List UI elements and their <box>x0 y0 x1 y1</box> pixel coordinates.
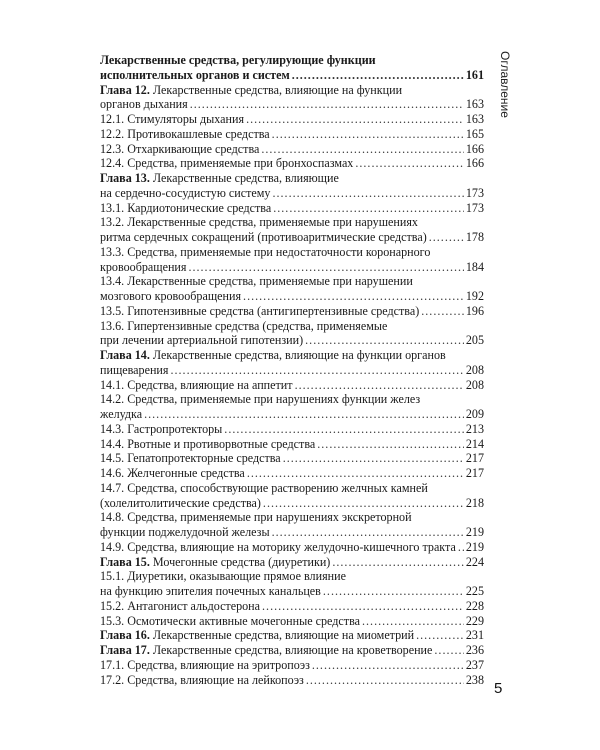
toc-entry-title <box>100 407 142 422</box>
toc-entry-title <box>100 555 330 570</box>
toc-entry <box>100 260 484 275</box>
toc-page-number: 184 <box>465 259 484 274</box>
dot-leader <box>429 230 464 245</box>
toc-entry-title <box>100 451 281 466</box>
dot-leader <box>306 673 464 688</box>
toc-entry-title <box>100 466 245 481</box>
toc-entry <box>100 142 484 157</box>
toc-entry-title <box>100 628 414 643</box>
toc-entry-title <box>100 289 241 304</box>
toc-entry <box>100 584 484 599</box>
toc-entry <box>100 230 484 245</box>
toc-entry-title <box>100 333 303 348</box>
toc-entry <box>100 407 484 422</box>
toc-entry-text: 17.2. Средства, влияющие на лейкопоэз <box>100 672 304 687</box>
toc-entry-title <box>100 496 261 511</box>
toc-entry-text: 14.4. Рвотные и противорвотные средства <box>100 436 316 451</box>
toc-entry-text: Лекарственные средства, влияющие <box>149 171 339 185</box>
dot-leader <box>295 378 464 393</box>
toc-entry-text: 14.2. Средства, применяемые при нарушениях функции желез <box>100 392 421 407</box>
toc-page-number: 219 <box>465 525 484 539</box>
toc-entry-text: Лекарственные средства, влияющие на функции органов <box>149 348 446 362</box>
toc-entry <box>100 112 484 127</box>
toc-entry-text: 14.3. Гастропротекторы <box>100 421 223 436</box>
toc-entry-continuation <box>100 215 484 230</box>
toc-entry <box>100 127 484 142</box>
dot-leader <box>247 466 464 481</box>
toc-entry-continuation <box>100 171 484 186</box>
toc-entry-title <box>100 599 260 614</box>
toc-entry-text: 14.5. Гепатопротекторные средства <box>100 451 281 466</box>
running-header <box>500 51 516 131</box>
dot-leader <box>416 628 464 643</box>
toc-entry-text: желудка <box>100 407 143 421</box>
chapter-label: Глава 13. <box>100 171 150 185</box>
toc-entry-text: 12.3. Отхаркивающие средства <box>100 141 260 156</box>
toc-entry-title <box>100 186 270 201</box>
toc-page-number: 236 <box>465 643 484 657</box>
toc-entry-continuation <box>100 319 484 334</box>
dot-leader <box>170 363 463 378</box>
toc-page-number: 165 <box>465 126 484 141</box>
toc-page-number: 229 <box>465 613 484 628</box>
toc-entry-text: (холелитолитические средства) <box>100 495 261 510</box>
toc-entry-title <box>100 525 270 540</box>
toc-page-number: 208 <box>465 377 484 392</box>
toc-page-number: 173 <box>465 200 484 215</box>
dot-leader <box>305 333 464 348</box>
toc-entry-title <box>100 112 244 127</box>
toc-entry <box>100 628 484 643</box>
toc-entry-title <box>100 510 412 524</box>
toc-entry-title <box>100 201 271 216</box>
toc-entry-title <box>100 83 402 97</box>
toc-entry <box>100 614 484 629</box>
toc-entry <box>100 496 484 511</box>
toc-page-number: 166 <box>465 156 484 171</box>
dot-leader <box>263 496 464 511</box>
toc-page-number: 218 <box>465 495 484 510</box>
toc-entry <box>100 186 484 201</box>
page-number: 5 <box>494 680 503 697</box>
toc-entry <box>100 304 484 319</box>
toc-entry-text: функции поджелудочной железы <box>100 525 270 539</box>
toc-entry-text: Мочегонные средства (диуретики) <box>149 554 331 569</box>
toc-page-number: 228 <box>465 598 484 613</box>
toc-entry-title <box>100 392 420 406</box>
toc-entry-text: исполнительных органов и систем <box>100 67 290 82</box>
toc-page-number: 217 <box>465 466 484 480</box>
toc-entry-title <box>100 171 339 185</box>
toc-entry-text: пищеварения <box>100 362 169 377</box>
toc-page-number: 238 <box>465 672 484 687</box>
toc-entry-title <box>100 53 376 67</box>
dot-leader <box>323 584 464 599</box>
dot-leader <box>332 555 464 570</box>
running-header-text: Оглавление <box>498 51 512 118</box>
toc-page-number: 217 <box>465 451 484 466</box>
dot-leader <box>272 127 464 142</box>
toc-entry-text: 14.9. Средства, влияющие на моторику желудочно-кишечного тракта <box>100 539 456 554</box>
toc-entry-continuation <box>100 481 484 496</box>
toc-entry-text: 12.4. Средства, применяемые при бронхоспазмах <box>100 156 354 171</box>
toc-entry-continuation <box>100 83 484 98</box>
chapter-label: Глава 17. <box>100 643 150 657</box>
chapter-label: Глава 12. <box>100 82 150 97</box>
toc-entry-continuation <box>100 53 484 68</box>
toc-entry-text: кровообращения <box>100 259 187 274</box>
toc-entry-title <box>100 437 315 452</box>
dot-leader <box>283 451 464 466</box>
toc-entry-text: на сердечно-сосудистую систему <box>100 185 271 200</box>
toc-entry <box>100 333 484 348</box>
toc-entry <box>100 68 484 83</box>
dot-leader <box>312 658 464 673</box>
toc-entry-title <box>100 584 321 599</box>
toc-entry-text: 13.2. Лекарственные средства, применяемые при нарушениях <box>100 215 418 230</box>
toc-entry-text: органов дыхания <box>100 97 188 112</box>
toc-page-number: 214 <box>465 436 484 451</box>
dot-leader <box>273 201 464 216</box>
dot-leader <box>224 422 464 437</box>
toc-entry <box>100 466 484 481</box>
toc-entry-text: 13.1. Кардиотонические средства <box>100 200 272 215</box>
table-of-contents <box>100 53 484 687</box>
toc-page-number: 237 <box>465 657 484 672</box>
toc-entry-title <box>100 304 419 319</box>
dot-leader <box>190 97 464 112</box>
toc-entry <box>100 437 484 452</box>
toc-entry-title <box>100 348 446 362</box>
toc-entry-text: Лекарственные средства, влияющие на миометрий <box>149 628 415 643</box>
toc-page-number: 163 <box>465 112 484 126</box>
toc-entry-text: при лечении артериальной гипотензии) <box>100 333 304 348</box>
toc-page-number: 161 <box>465 67 484 82</box>
toc-entry-continuation <box>100 274 484 289</box>
toc-page-number: 205 <box>465 333 484 348</box>
toc-entry-continuation <box>100 348 484 363</box>
toc-entry-text: 13.4. Лекарственные средства, применяемые при нарушении <box>100 274 413 289</box>
toc-entry-text: 14.6. Желчегонные средства <box>100 466 245 480</box>
toc-page-number: 208 <box>465 362 484 377</box>
dot-leader <box>262 599 464 614</box>
toc-entry-text: 13.6. Гипертензивные средства (средства, применяемые <box>100 318 388 333</box>
dot-leader <box>434 643 463 658</box>
dot-leader <box>261 142 464 157</box>
toc-entry-title <box>100 614 360 629</box>
toc-entry-title <box>100 68 290 83</box>
dot-leader <box>362 614 464 629</box>
toc-page-number: 173 <box>465 185 484 200</box>
dot-leader <box>188 260 463 275</box>
toc-entry-title <box>100 540 456 555</box>
toc-entry-title <box>100 260 186 275</box>
toc-entry-text: мозгового кровообращения <box>100 289 242 303</box>
chapter-label: Глава 15. <box>100 554 150 569</box>
toc-entry-title <box>100 142 259 157</box>
toc-entry-title <box>100 643 432 658</box>
toc-entry-title <box>100 673 304 688</box>
toc-entry-text: 12.1. Стимуляторы дыхания <box>100 112 245 126</box>
toc-entry-title <box>100 97 188 112</box>
toc-entry-continuation <box>100 392 484 407</box>
dot-leader <box>355 156 464 171</box>
toc-page-number: 192 <box>465 289 484 303</box>
dot-leader <box>317 437 464 452</box>
toc-entry <box>100 540 484 555</box>
toc-entry-title <box>100 481 428 495</box>
toc-entry-text: Лекарственные средства, регулирующие функции <box>100 53 376 67</box>
toc-entry-text: 13.5. Гипотензивные средства (антигипертензивные средства) <box>100 303 420 318</box>
dot-leader <box>458 540 464 555</box>
toc-entry-title <box>100 363 168 378</box>
toc-entry <box>100 555 484 570</box>
dot-leader <box>243 289 464 304</box>
toc-page-number: 196 <box>465 303 484 318</box>
dot-leader <box>272 186 463 201</box>
toc-entry-title <box>100 569 346 583</box>
toc-entry-title <box>100 127 270 142</box>
toc-entry-text: 12.2. Противокашлевые средства <box>100 126 270 141</box>
toc-page-number: 224 <box>465 554 484 569</box>
toc-entry <box>100 658 484 673</box>
chapter-label: Глава 16. <box>100 628 150 643</box>
toc-entry-continuation <box>100 510 484 525</box>
toc-entry-text: 13.3. Средства, применяемые при недостаточности коронарного <box>100 244 431 259</box>
toc-entry <box>100 673 484 688</box>
dot-leader <box>144 407 464 422</box>
toc-entry <box>100 525 484 540</box>
toc-entry-title <box>100 245 430 259</box>
toc-entry-title <box>100 378 293 393</box>
toc-entry <box>100 422 484 437</box>
toc-page-number: 213 <box>465 421 484 436</box>
toc-entry <box>100 97 484 112</box>
toc-entry-text: 17.1. Средства, влияющие на эритропоэз <box>100 657 310 672</box>
toc-entry-text: 14.7. Средства, способствующие растворению желчных камней <box>100 480 428 495</box>
toc-entry-text: 14.1. Средства, влияющие на аппетит <box>100 377 293 392</box>
toc-entry-text: на функцию эпителия почечных канальцев <box>100 584 321 598</box>
toc-entry <box>100 289 484 304</box>
toc-page-number: 178 <box>465 230 484 244</box>
toc-entry-text: Лекарственные средства, влияющие на кроветворение <box>149 643 433 657</box>
dot-leader <box>246 112 464 127</box>
toc-entry-title <box>100 422 222 437</box>
toc-entry <box>100 599 484 614</box>
toc-entry <box>100 451 484 466</box>
toc-entry <box>100 363 484 378</box>
toc-entry <box>100 378 484 393</box>
toc-entry-text: 15.2. Антагонист альдостерона <box>100 598 261 613</box>
toc-page-number: 231 <box>465 628 484 643</box>
chapter-label: Глава 14. <box>100 348 150 362</box>
toc-entry-text: 14.8. Средства, применяемые при нарушениях экскреторной <box>100 510 412 525</box>
dot-leader <box>292 68 464 83</box>
toc-page-number: 225 <box>465 584 484 598</box>
toc-page-number: 219 <box>465 539 484 554</box>
toc-entry <box>100 201 484 216</box>
toc-entry-title <box>100 319 387 333</box>
toc-entry-continuation <box>100 245 484 260</box>
toc-entry-text: 15.1. Диуретики, оказывающие прямое влияние <box>100 569 346 584</box>
toc-entry <box>100 156 484 171</box>
toc-entry-text: 15.3. Осмотически активные мочегонные средства <box>100 613 360 628</box>
toc-page-number: 166 <box>465 141 484 156</box>
toc-page-number: 209 <box>465 407 484 421</box>
toc-entry-text: ритма сердечных сокращений (противоаритмические средства) <box>100 230 427 244</box>
toc-entry-title <box>100 230 427 245</box>
toc-page-number: 163 <box>465 97 484 112</box>
toc-entry <box>100 643 484 658</box>
toc-entry-title <box>100 658 310 673</box>
toc-entry-title <box>100 274 413 288</box>
toc-entry-title <box>100 215 418 229</box>
toc-entry-continuation <box>100 569 484 584</box>
toc-entry-title <box>100 156 353 171</box>
dot-leader <box>272 525 464 540</box>
toc-entry-text: Лекарственные средства, влияющие на функции <box>149 82 403 97</box>
dot-leader <box>421 304 464 319</box>
